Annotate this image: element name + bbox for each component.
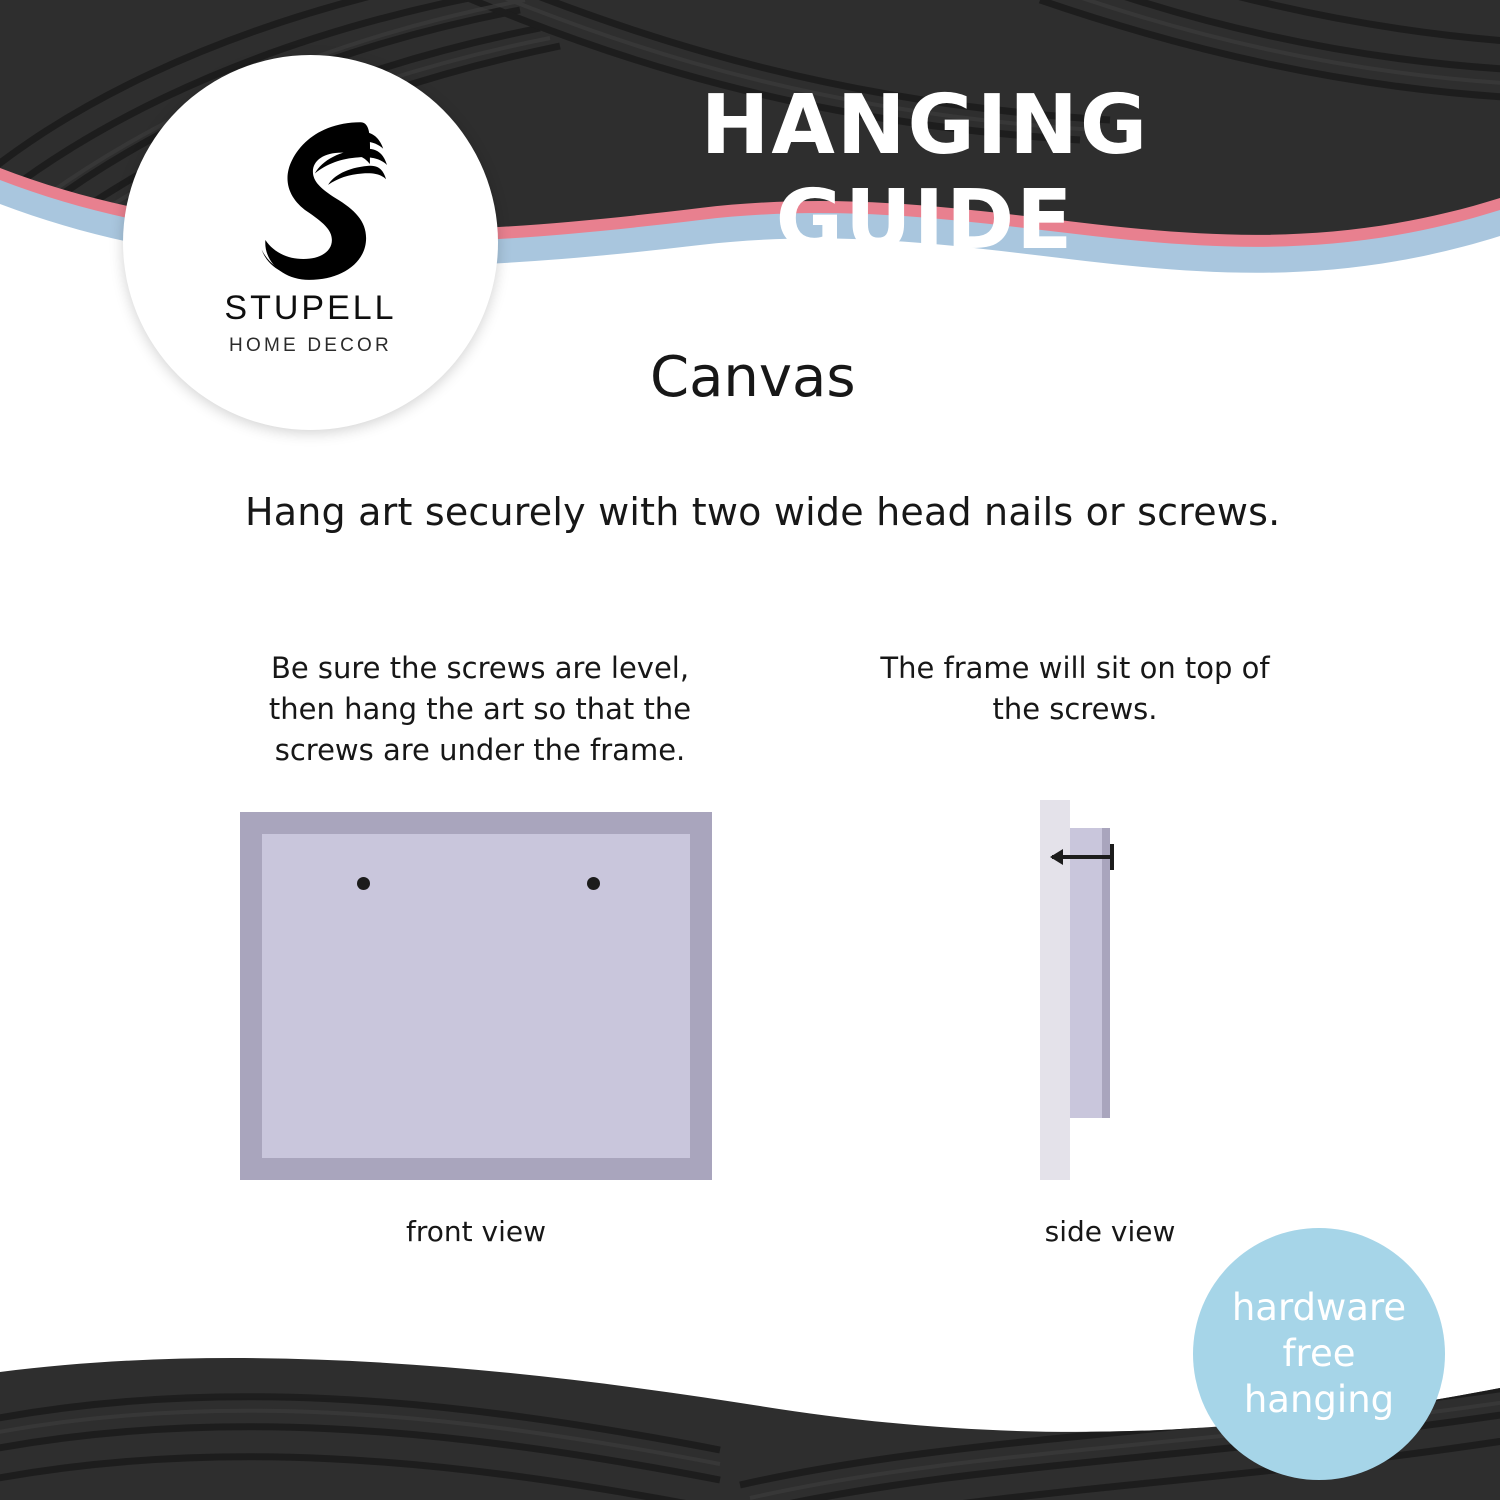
page-title: HANGING GUIDE (700, 78, 1150, 268)
main-instruction: Hang art securely with two wide head nails or screws. (245, 490, 1281, 534)
screw-head-icon (1110, 844, 1114, 870)
hardware-free-badge (1193, 1228, 1445, 1480)
product-type: Canvas (650, 345, 856, 410)
front-view-canvas-face (262, 834, 690, 1158)
badge-line-1: hardware (1231, 1285, 1407, 1329)
side-view-caption-block (860, 648, 1290, 730)
brand-logo-badge (123, 55, 498, 430)
frame-edge (1102, 828, 1110, 1118)
screw-hole-left-icon (357, 877, 370, 890)
side-view-caption: The frame will sit on top of the screws. (880, 651, 1270, 727)
side-view-diagram (1040, 800, 1180, 1180)
screw-arrow-icon (1050, 849, 1063, 865)
brand-name: STUPELL (224, 289, 397, 327)
stupell-swoosh-logo-icon (216, 107, 406, 297)
front-view-diagram (240, 812, 712, 1180)
frame-slab (1070, 828, 1102, 1118)
brand-subtitle: HOME DECOR (229, 335, 392, 356)
front-view-caption: Be sure the screws are level, then hang the art so that the screws are under the frame. (268, 651, 692, 768)
front-view-label: front view (406, 1215, 546, 1248)
side-view-label: side view (1044, 1215, 1176, 1248)
front-view-caption-block (245, 648, 715, 772)
screw-hole-right-icon (587, 877, 600, 890)
badge-line-3: hanging (1243, 1378, 1395, 1422)
badge-line-2: free (1282, 1331, 1356, 1375)
